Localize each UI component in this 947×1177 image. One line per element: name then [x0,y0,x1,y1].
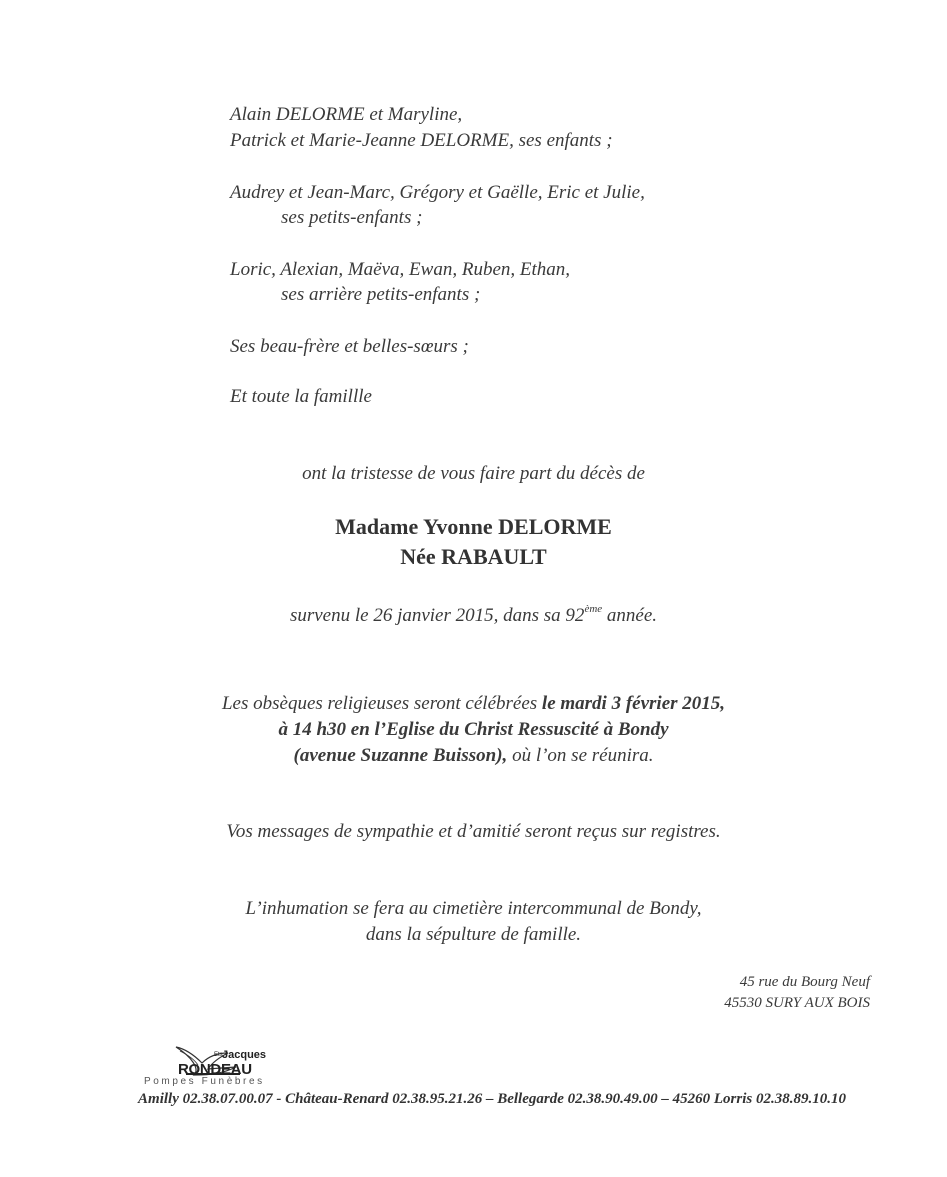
great-grandchildren-line-1: Loric, Alexian, Maëva, Ewan, Ruben, Ethan, [230,259,571,280]
whole-family-line: Et toute la famillle [230,386,372,407]
deceased-maiden-name: Née RABAULT [400,544,547,569]
funeral-date: le mardi 3 février 2015, [541,693,726,714]
grandchildren-line-1: Audrey et Jean-Marc, Grégory et Gaëlle, Eric et Julie, [230,182,645,203]
burial-line-2: dans la sépulture de famille. [365,924,582,945]
logo-subtitle: Pompes Funèbres [144,1076,265,1087]
logo-ets: Ets [214,1052,223,1058]
death-date-text: survenu le 26 janvier 2015, dans sa 92 [289,605,585,626]
family-line-2: Patrick et Marie-Jeanne DELORME, ses enfants ; [230,130,613,151]
funeral-gathering: où l’on se réunira. [507,745,654,766]
burial-line-1: L’inhumation se fera au cimetière intercommunal de Bondy, [245,898,702,919]
grandchildren-line-2: ses petits-enfants ; [281,207,423,228]
funeral-line-1 [0,693,947,715]
family-line-1: Alain DELORME et Maryline, [230,104,463,125]
footer-contacts: Amilly 02.38.07.00.07 - Château-Renard 02.38.95.21.26 – Bellegarde 02.38.90.49.00 – 45260 Lorris 02.38.89.10.10 [138,1091,846,1107]
funeral-street: (avenue Suzanne Buisson), [293,745,508,766]
logo-first-name: Jacques [222,1049,267,1061]
funeral-home-logo [142,1043,282,1089]
in-laws-line: Ses beau-frère et belles-sœurs ; [230,336,469,357]
deceased-name: Madame Yvonne DELORME [335,514,612,539]
death-date-line [0,605,947,627]
funeral-line-2: à 14 h30 en l’Eglise du Christ Ressuscité à Bondy [278,719,669,740]
funeral-line-3 [0,745,947,767]
announcement-intro: ont la tristesse de vous faire part du décès de [302,463,645,484]
address-line-2: 45530 SURY AUX BOIS [724,995,870,1011]
funeral-intro: Les obsèques religieuses seront célébrées [221,693,542,714]
death-date-end: année. [602,605,658,626]
great-grandchildren-line-2: ses arrière petits-enfants ; [281,284,481,305]
address-line-1: 45 rue du Bourg Neuf [739,974,870,990]
messages-line: Vos messages de sympathie et d’amitié seront reçus sur registres. [226,821,721,842]
logo-brand: RONDEAU [178,1061,252,1078]
ordinal-suffix: ème [584,603,603,615]
